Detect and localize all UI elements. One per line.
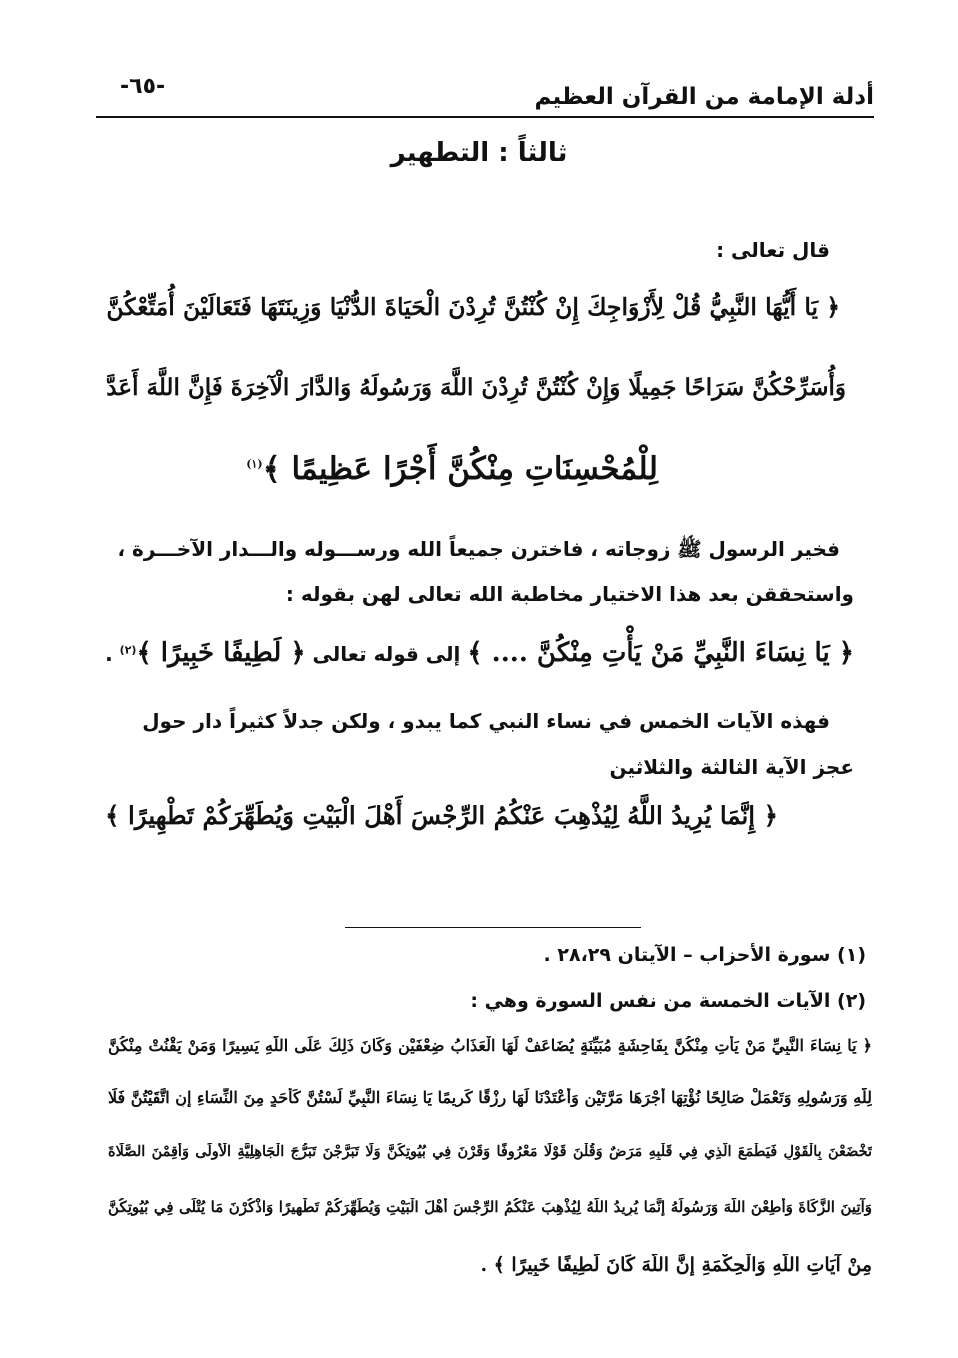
connector-text: إلى قوله تعالى	[312, 642, 461, 666]
quran-verse-text: ﴿ لَطِيفًا خَبِيرًا ﴾	[136, 638, 306, 668]
book-title: أدلة الإمامة من القرآن العظيم	[534, 84, 874, 110]
verse-reference-line	[105, 638, 854, 668]
footnote-ref: (١)	[246, 457, 263, 471]
quran-verse-line: ﴿ إِنَّمَا يُرِيدُ اللَّهُ لِيُذْهِبَ عَنْكُمُ الرِّجْسَ أَهْلَ الْبَيْتِ وَيُطَهِّرَكُمْ تَطْهِيرًا ﴾	[105, 801, 778, 830]
page-header	[96, 72, 874, 118]
intro-text: قال تعالى :	[716, 238, 830, 262]
quran-verse-line: وَأُسَرِّحْكُنَّ سَرَاحًا جَمِيلًا وَإِنْ كُنْتُنَّ تُرِدْنَ اللَّهَ وَرَسُولَهُ وَالدَّارَ الْآخِرَةَ فَإِنَّ اللَّهَ أَعَدَّ	[106, 374, 846, 401]
footnote-verse-line: لِلَّهِ وَرَسُولِهِ وَتَعْمَلْ صَالِحًا نُؤْتِهَا أَجْرَهَا مَرَّتَيْنِ وَأَعْتَدْنَا لَهَا رِزْقًا كَرِيمًا يَا نِسَاءَ النَّبِيِّ لَسْتُنَّ كَأَحَدٍ مِنَ النِّسَاءِ إِنِ اتَّقَيْتُنَّ فَلَا	[108, 1088, 872, 1107]
quran-verse-line: ﴿ يَا أَيُّهَا النَّبِيُّ قُلْ لِأَزْوَاجِكَ إِنْ كُنْتُنَّ تُرِدْنَ الْحَيَاةَ الدُّنْيَا وَزِينَتَهَا فَتَعَالَيْنَ أُمَتِّعْكُنَّ	[106, 293, 840, 321]
paragraph-line: واستحققن بعد هذا الاختيار مخاطبة الله تعالى لهن بقوله :	[285, 582, 854, 606]
footnote-verse-line: ﴿ يَا نِسَاءَ النَّبِيِّ مَنْ يَأْتِ مِنْكُنَّ بِفَاحِشَةٍ مُبَيِّنَةٍ يُضَاعَفْ لَهَا الْعَذَابُ ضِعْفَيْنِ وَكَانَ ذَلِكَ عَلَى اللَّهِ يَسِيرًا وَمَنْ يَقْنُتْ مِنْكُنَّ	[108, 1036, 872, 1055]
footnote-verse-line: مِنْ آيَاتِ اللَّهِ وَالْحِكْمَةِ إِنَّ اللَّهَ كَانَ لَطِيفًا خَبِيرًا ﴾ .	[480, 1254, 872, 1276]
quran-verse-text: لِلْمُحْسِنَاتِ مِنْكُنَّ أَجْرًا عَظِيمًا ﴾	[262, 451, 658, 487]
paragraph-line: فخير الرسول ﷺ زوجاته ، فاخترن جميعاً الله ورســـوله والـــدار الآخـــرة ،	[117, 537, 840, 561]
quran-verse-text: ﴿ يَا نِسَاءَ النَّبِيِّ مَنْ يَأْتِ مِنْكُنَّ .... ﴾	[467, 638, 854, 668]
period: .	[105, 642, 113, 666]
footnote-2: (٢) الآيات الخمسة من نفس السورة وهي :	[470, 990, 866, 1012]
paragraph-line: فهذه الآيات الخمس في نساء النبي كما يبدو ، ولكن جدلاً كثيراً دار حول	[142, 709, 830, 733]
paragraph-line: عجز الآية الثالثة والثلاثين	[609, 755, 854, 779]
footnote-ref: (٢)	[119, 643, 137, 657]
quran-verse-line	[246, 451, 658, 487]
footnote-verse-line: وَآتِينَ الزَّكَاةَ وَأَطِعْنَ اللَّهَ وَرَسُولَهُ إِنَّمَا يُرِيدُ اللَّهُ لِيُذْهِبَ عَنْكُمُ الرِّجْسَ أَهْلَ الْبَيْتِ وَيُطَهِّرَكُمْ تَطْهِيرًا وَاذْكُرْنَ مَا يُتْلَى فِي بُيُوتِكُنَّ	[108, 1198, 872, 1216]
footnote-verse-line: تَخْضَعْنَ بِالْقَوْلِ فَيَطْمَعَ الَّذِي فِي قَلْبِهِ مَرَضٌ وَقُلْنَ قَوْلًا مَعْرُوفًا وَقَرْنَ فِي بُيُوتِكُنَّ وَلَا تَبَرَّجْنَ تَبَرُّجَ الْجَاهِلِيَّةِ الْأُولَى وَأَقِمْنَ الصَّلَاةَ	[108, 1143, 872, 1160]
footnote-divider	[345, 927, 641, 928]
page-number: -٦٥-	[120, 74, 166, 99]
section-title: ثالثاً : التطهير	[390, 138, 568, 168]
footnote-1: (١) سورة الأحزاب – الآيتان ٢٨،٢٩ .	[543, 944, 866, 966]
